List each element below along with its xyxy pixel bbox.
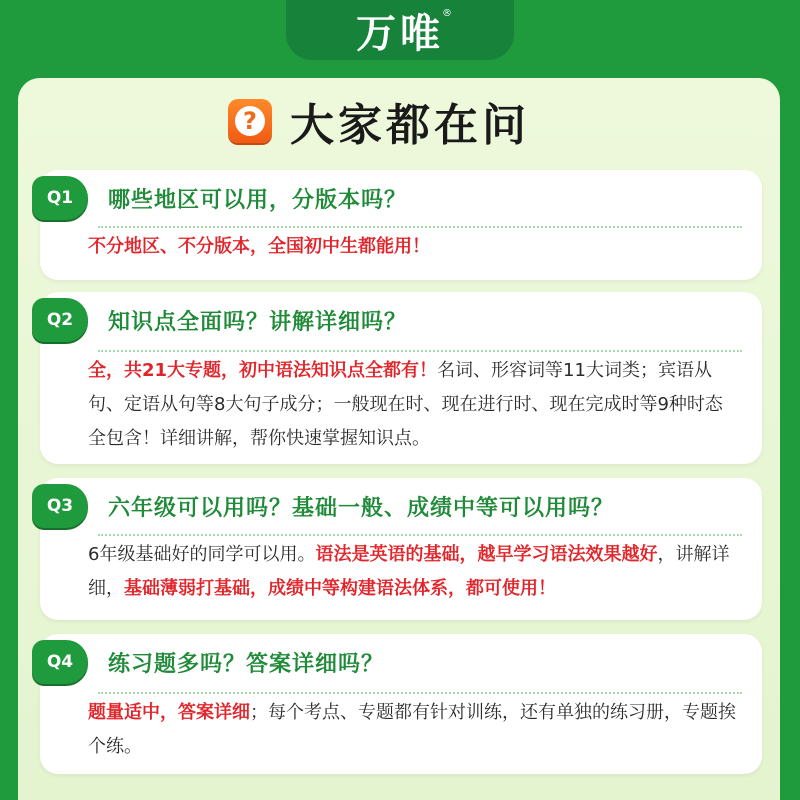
q3-answer-part: 6年级基础好的同学可以用。 [88, 544, 316, 565]
q3-answer-part: 基础薄弱打基础，成绩中等构建语法体系，都可使用！ [124, 578, 556, 599]
q4-answer-part: 题量适中，答案详细 [88, 702, 250, 723]
q3-answer-part: ，讲解详细， [88, 544, 730, 599]
q4-badge: Q4 [32, 640, 88, 684]
q1-badge: Q1 [32, 176, 88, 220]
q2-answer [88, 354, 736, 456]
question-icon: ? [228, 99, 272, 143]
q3-badge: Q3 [32, 484, 88, 528]
faq-panel [18, 78, 780, 800]
q4-divider [98, 692, 742, 694]
q2-badge: Q2 [32, 298, 88, 342]
faq-card-q1 [40, 170, 762, 280]
q2-answer-part: 全，共21大专题，初中语法知识点全都有！ [88, 360, 438, 381]
q2-question: 知识点全面吗？讲解详细吗？ [108, 309, 408, 335]
registered-mark: ® [442, 8, 452, 19]
q3-divider [98, 534, 742, 536]
brand-logo: 万唯 [356, 10, 444, 57]
faq-card-q4 [40, 634, 762, 774]
q4-answer-part: ；每个考点、专题都有针对训练，还有单独的练习册，专题挨个练。 [88, 702, 736, 757]
q4-question: 练习题多吗？答案详细吗？ [108, 651, 385, 677]
q2-divider [98, 350, 742, 352]
brand-tab [286, 0, 514, 60]
faq-header [18, 78, 780, 164]
page-title: 大家都在问 [290, 100, 530, 151]
q1-answer-part: 不分地区、不分版本，全国初中生都能用！ [88, 236, 430, 257]
q3-question: 六年级可以用吗？基础一般、成绩中等可以用吗？ [108, 495, 615, 521]
faq-card-q2 [40, 292, 762, 464]
q1-question: 哪些地区可以用，分版本吗？ [108, 187, 408, 213]
q4-answer [88, 696, 736, 764]
q3-answer-part: 语法是英语的基础，越早学习语法效果越好 [315, 544, 658, 565]
q2-answer-part: 名词、形容词等11大词类；宾语从句、定语从句等8大句子成分；一般现在时、现在进行时、现在完成时等9种时态全包含！详细讲解，帮你快速掌握知识点。 [88, 360, 723, 449]
q3-answer [88, 538, 736, 606]
faq-card-q3 [40, 478, 762, 620]
q1-divider [98, 226, 742, 228]
q1-answer [88, 230, 736, 264]
